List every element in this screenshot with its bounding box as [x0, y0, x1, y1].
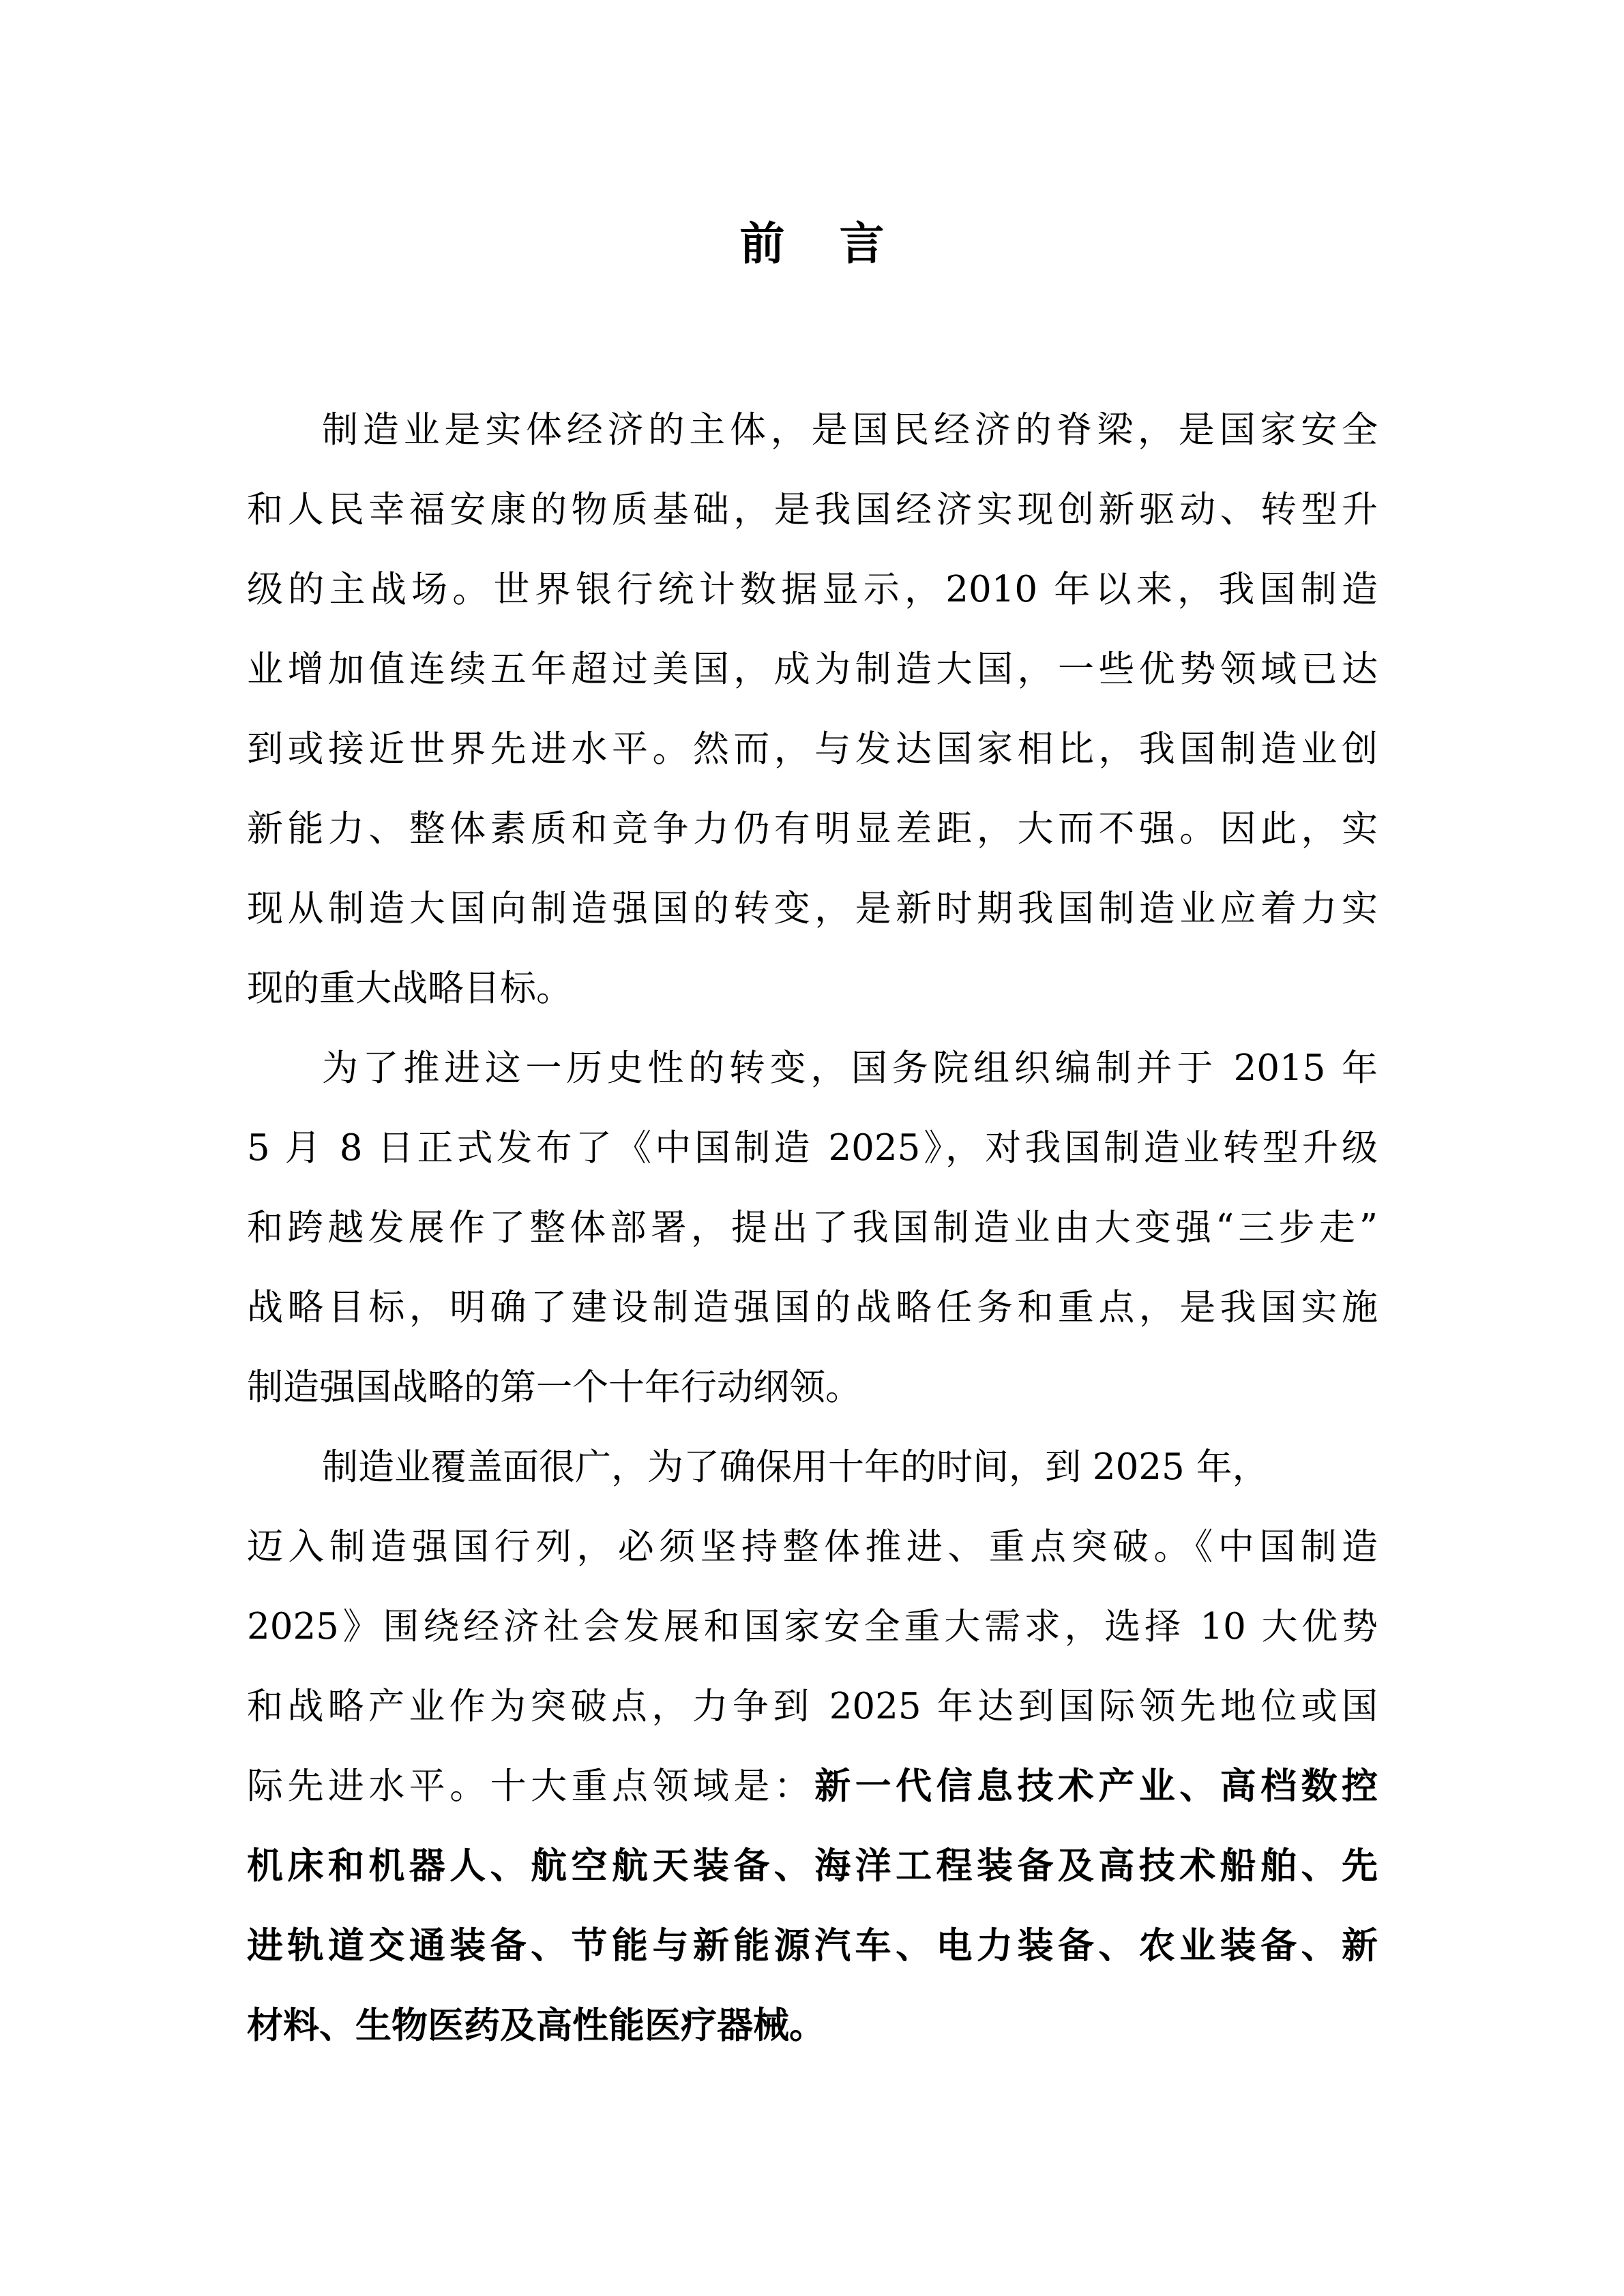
paragraph-line: 和战略产业作为突破点，力争到 2025 年达到国际领先地位或国	[247, 1686, 1378, 1727]
paragraph-line: 2025》围绕经济社会发展和国家安全重大需求，选择 10 大优势	[247, 1606, 1378, 1648]
paragraph-line: 到或接近世界先进水平。然而，与发达国家相比，我国制造业创	[247, 728, 1378, 770]
body-text	[247, 390, 1378, 2066]
paragraph-line: 为了推进这一历史性的转变，国务院组织编制并于 2015 年	[322, 1047, 1378, 1089]
paragraph-1	[247, 390, 1378, 1028]
paragraph-line: 现的重大战略目标。	[247, 968, 572, 1009]
paragraph-2	[247, 1028, 1378, 1427]
paragraph-line: 制造业是实体经济的主体，是国民经济的脊梁，是国家安全	[322, 409, 1378, 451]
paragraph-line-bold: 进轨道交通装备、节能与新能源汽车、电力装备、农业装备、新	[247, 1925, 1378, 1967]
paragraph-line: 级的主战场。世界银行统计数据显示，2010 年以来，我国制造	[247, 569, 1378, 610]
paragraph-line: 现从制造大国向制造强国的转变，是新时期我国制造业应着力实	[247, 888, 1378, 929]
paragraph-line: 制造业覆盖面很广，为了确保用十年的时间，到 2025 年，	[322, 1446, 1269, 1488]
paragraph-line: 新能力、整体素质和竞争力仍有明显差距，大而不强。因此，实	[247, 808, 1378, 850]
paragraph-line: 战略目标，明确了建设制造强国的战略任务和重点，是我国实施	[247, 1287, 1378, 1328]
paragraph-line-bold: 材料、生物医药及高性能医疗器械。	[247, 2005, 825, 2046]
paragraph-line: 和人民幸福安康的物质基础，是我国经济实现创新驱动、转型升	[247, 489, 1378, 531]
paragraph-3	[247, 1427, 1378, 2066]
page-title: 前言	[739, 218, 939, 270]
paragraph-line: 制造强国战略的第一个十年行动纲领。	[247, 1367, 861, 1408]
paragraph-line: 5 月 8 日正式发布了《中国制造 2025》，对我国制造业转型升级	[247, 1127, 1378, 1169]
paragraph-line: 迈入制造强国行列，必须坚持整体推进、重点突破。《中国制造	[247, 1526, 1378, 1568]
paragraph-line: 和跨越发展作了整体部署，提出了我国制造业由大变强“三步走”	[247, 1207, 1378, 1249]
paragraph-line: 业增加值连续五年超过美国，成为制造大国，一些优势领域已达	[247, 648, 1378, 690]
text-bold-key-areas: 新一代信息技术产业、高档数控	[814, 1765, 1378, 1807]
paragraph-line-mixed	[247, 1746, 1378, 1826]
text-normal: 际先进水平。十大重点领域是：	[247, 1765, 815, 1807]
paragraph-line-bold: 机床和机器人、航空航天装备、海洋工程装备及高技术船舶、先	[247, 1845, 1378, 1887]
